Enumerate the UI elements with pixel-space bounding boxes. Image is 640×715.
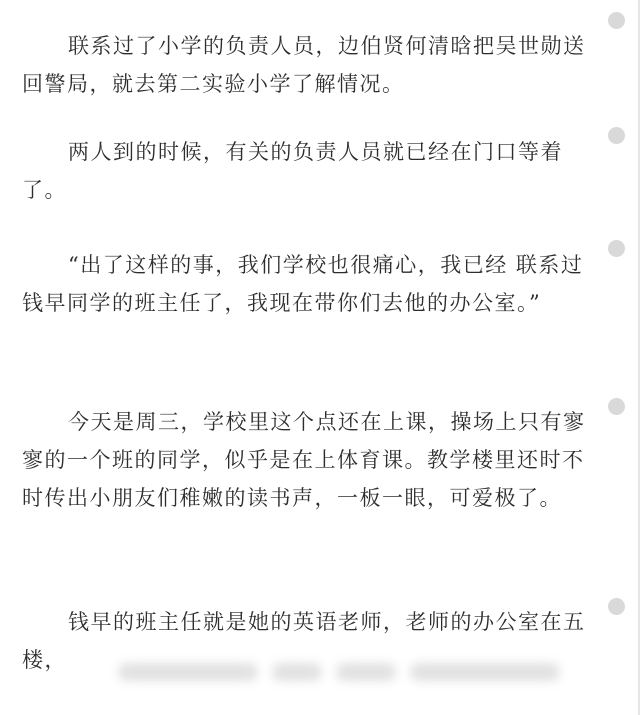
paragraph-comment-markers bbox=[608, 0, 628, 715]
comment-bubble-dot-icon[interactable] bbox=[608, 398, 625, 415]
blurred-segment bbox=[410, 663, 560, 681]
blurred-segment bbox=[272, 663, 322, 681]
blurred-segment bbox=[336, 663, 396, 681]
comment-bubble-dot-icon[interactable] bbox=[608, 127, 625, 144]
comment-bubble-dot-icon[interactable] bbox=[608, 240, 625, 257]
paragraph-2: 两人到的时候，有关的负责人员就已经在门口等着了。 bbox=[22, 140, 563, 202]
comment-bubble-dot-icon[interactable] bbox=[608, 12, 625, 29]
paragraph-5: 钱早的班主任就是她的英语老师，老师的办公室在五楼， bbox=[22, 610, 586, 672]
paragraph-1: 联系过了小学的负责人员，边伯贤何清晗把吴世勋送回警局，就去第二实验小学了解情况。 bbox=[22, 34, 586, 96]
blurred-text-region bbox=[118, 658, 588, 686]
blurred-segment bbox=[118, 663, 258, 681]
paragraph-3: “出了这样的事，我们学校也很痛心，我已经 联系过钱早同学的班主任了，我现在带你们去他的办公室。” bbox=[22, 253, 584, 315]
comment-bubble-dot-icon[interactable] bbox=[608, 598, 625, 615]
paragraph-4: 今天是周三，学校里这个点还在上课，操场上只有寥寥的一个班的同学，似乎是在上体育课。教学楼里还时不时传出小朋友们稚嫩的读书声，一板一眼，可爱极了。 bbox=[22, 410, 586, 510]
